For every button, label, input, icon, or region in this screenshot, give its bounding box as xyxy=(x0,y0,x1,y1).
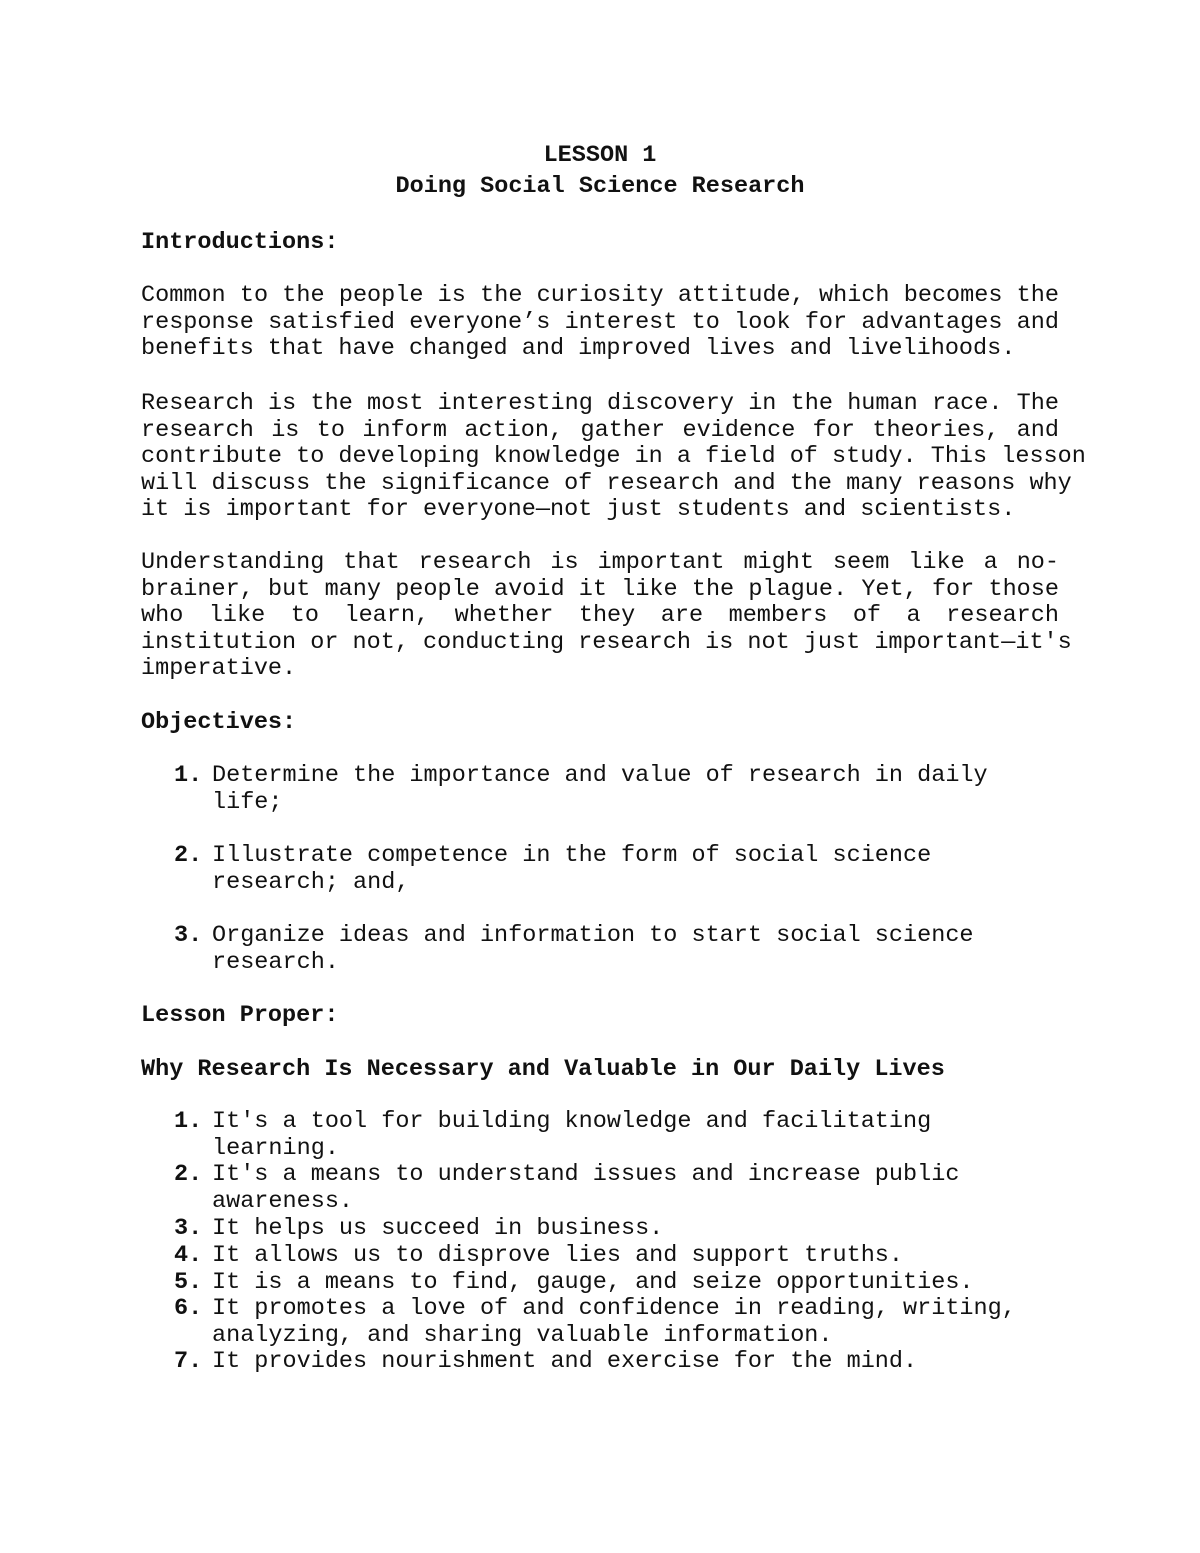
list-number: 3. xyxy=(174,1215,203,1242)
list-line: life; xyxy=(212,788,283,816)
list-line: research; and, xyxy=(212,868,410,896)
paragraph-line: institution or not, conducting research is not just important—it's xyxy=(141,628,1072,656)
paragraph-line: response satisfied everyone’s interest to look for advantages and xyxy=(141,308,1059,336)
list-number: 5. xyxy=(174,1269,203,1296)
list-line: It is a means to find, gauge, and seize opportunities. xyxy=(212,1269,974,1296)
list-line: It allows us to disprove lies and support truths. xyxy=(212,1242,904,1269)
list-line: Organize ideas and information to start social science xyxy=(212,922,974,949)
list-line: It's a tool for building knowledge and facilitating xyxy=(212,1108,932,1135)
lesson-proper-heading: Lesson Proper: xyxy=(141,1002,339,1029)
lesson-label: LESSON 1 xyxy=(543,142,657,169)
paragraph-line: contribute to developing knowledge in a field of study. This lesson xyxy=(141,443,1086,471)
list-line: research. xyxy=(212,948,339,976)
paragraph-line: benefits that have changed and improved lives and livelihoods. xyxy=(141,335,1016,363)
intro-paragraph-2 xyxy=(141,390,1086,524)
list-line: It promotes a love of and confidence in reading, writing, xyxy=(212,1295,1016,1322)
list-line: It's a means to understand issues and increase public xyxy=(212,1161,960,1188)
paragraph-line: it is important for everyone—not just students and scientists. xyxy=(141,496,1016,524)
list-line: It helps us succeed in business. xyxy=(212,1215,664,1242)
list-line: It provides nourishment and exercise for the mind. xyxy=(212,1348,918,1375)
paragraph-line: who like to learn, whether they are members of a research xyxy=(141,602,1059,630)
list-number: 2. xyxy=(174,842,203,869)
list-number: 6. xyxy=(174,1295,203,1322)
list-number: 3. xyxy=(174,922,203,949)
paragraph-line: imperative. xyxy=(141,655,297,683)
section-subheading: Why Research Is Necessary and Valuable in Our Daily Lives xyxy=(141,1056,945,1083)
objectives-heading: Objectives: xyxy=(141,709,297,736)
intro-paragraph-1 xyxy=(141,283,1059,363)
list-line: analyzing, and sharing valuable information. xyxy=(212,1321,833,1349)
paragraph-line: will discuss the significance of research and the many reasons why xyxy=(141,469,1072,497)
paragraph-line: Research is the most interesting discovery in the human race. The xyxy=(141,390,1059,417)
paragraph-line: brainer, but many people avoid it like the plague. Yet, for those xyxy=(141,575,1059,603)
list-line: learning. xyxy=(212,1134,339,1162)
list-number: 2. xyxy=(174,1161,203,1188)
paragraph-line: Understanding that research is important might seem like a no- xyxy=(141,549,1059,576)
lesson-title: Doing Social Science Research xyxy=(395,173,805,200)
paragraph-line: Common to the people is the curiosity attitude, which becomes the xyxy=(141,282,1059,309)
list-number: 4. xyxy=(174,1242,203,1269)
introductions-heading: Introductions: xyxy=(141,229,339,256)
list-number: 7. xyxy=(174,1348,203,1375)
list-number: 1. xyxy=(174,762,203,789)
list-line: Illustrate competence in the form of social science xyxy=(212,842,932,869)
list-line: Determine the importance and value of research in daily xyxy=(212,762,988,789)
intro-paragraph-3 xyxy=(141,549,1072,683)
paragraph-line: research is to inform action, gather evidence for theories, and xyxy=(141,416,1059,444)
list-line: awareness. xyxy=(212,1187,354,1215)
list-number: 1. xyxy=(174,1108,203,1135)
